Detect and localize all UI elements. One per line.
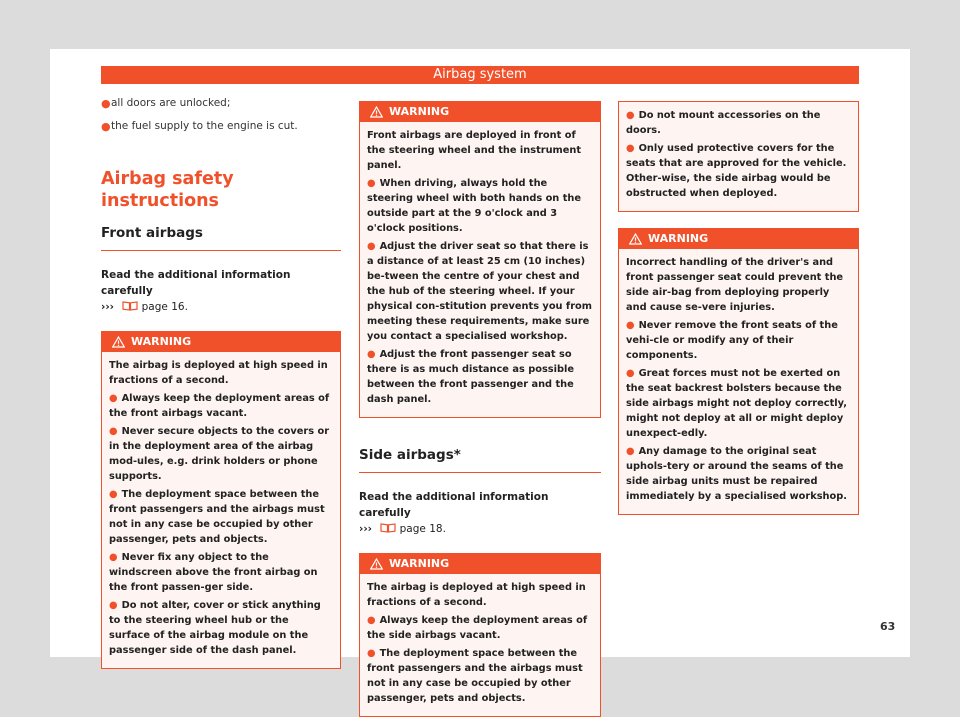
ref-arrows: ››› [359, 523, 372, 535]
warning-header: WARNING [360, 554, 600, 574]
read-more-note: Read the additional information carefully ››› page 18. [359, 491, 549, 535]
warning-box [359, 553, 601, 717]
column-1 [101, 96, 341, 669]
warning-item: ● The deployment space between the front passengers and the airbags must not in any case be occupied by other passenger, pets and objects. [109, 489, 325, 545]
warning-item: ● Great forces must not be exerted on the seat backrest bolsters because the side airbags might not deploy correctly, might not deploy at all or might deploy unexpect-edly. [626, 368, 847, 439]
warning-intro: The airbag is deployed at high speed in fractions of a second. [109, 360, 328, 386]
warning-body [360, 574, 600, 716]
warning-body [360, 122, 600, 417]
warning-box [618, 228, 859, 515]
column-3 [618, 101, 859, 515]
warning-item: ● Adjust the front passenger seat so there is as much distance as possible between the front passenger and the dash panel. [367, 349, 574, 405]
warning-intro: Front airbags are deployed in front of the steering wheel and the instrument panel. [367, 130, 582, 171]
bullet-dot: ● [101, 97, 111, 110]
warning-body [102, 352, 340, 668]
page-number: 63 [880, 620, 896, 633]
warning-item: ● Never fix any object to the windscreen above the front airbag on the front passen-ger side. [109, 552, 318, 593]
warning-intro: Incorrect handling of the driver's and front passenger seat could prevent the side air-bag from deploying properly and cause se-vere injuries. [626, 257, 844, 313]
section-title: Airbag safety instructions [101, 169, 234, 211]
chapter-header: Airbag system [101, 66, 859, 84]
warning-header: WARNING [619, 229, 858, 249]
warning-box [359, 101, 601, 418]
list-item: ● all doors are unlocked; [101, 97, 231, 110]
page-ref-link[interactable]: page 16. [141, 301, 188, 313]
warning-item: ● Only used protective covers for the seats that are approved for the vehicle. Other-wise, the side airbag would be obstructed when deployed. [626, 143, 847, 199]
warning-triangle-icon [370, 106, 383, 118]
ref-arrows: ››› [101, 301, 114, 313]
warning-triangle-icon [629, 233, 642, 245]
warning-item: ● Do not alter, cover or stick anything to the steering wheel hub or the surface of the airbag module on the passenger side of the dash panel. [109, 600, 321, 656]
book-icon [380, 522, 396, 533]
warning-item: ● Any damage to the original seat uphols-tery or around the seams of the side airbag units must be repaired immediately by a specialised workshop. [626, 446, 847, 502]
warning-triangle-icon [112, 336, 125, 348]
read-more-note: Read the additional information carefully ››› page 16. [101, 269, 291, 313]
list-item: ● the fuel supply to the engine is cut. [101, 120, 298, 133]
warning-header: WARNING [102, 332, 340, 352]
warning-intro: The airbag is deployed at high speed in fractions of a second. [367, 582, 586, 608]
page-ref-link[interactable]: page 18. [399, 523, 446, 535]
sub-title-front-airbags: Front airbags [101, 224, 341, 251]
book-icon [122, 300, 138, 311]
warning-item: ● Never secure objects to the covers or in the deployment area of the airbag mod-ules, e.g. drink holders or phone supports. [109, 426, 330, 482]
bullet-dot: ● [101, 120, 111, 133]
warning-body [619, 102, 858, 211]
warning-item: ● When driving, always hold the steering wheel with both hands on the outside part at the 9 o'clock and 3 o'clock positions. [367, 178, 581, 234]
warning-item: ● The deployment space between the front passengers and the airbags must not in any case be occupied by other passenger, pets and objects. [367, 648, 583, 704]
warning-triangle-icon [370, 558, 383, 570]
warning-body [619, 249, 858, 514]
warning-box [101, 331, 341, 669]
warning-item: ● Always keep the deployment areas of the front airbags vacant. [109, 393, 330, 419]
warning-header: WARNING [360, 102, 600, 122]
warning-item: ● Do not mount accessories on the doors. [626, 110, 821, 136]
warning-item: ● Adjust the driver seat so that there is a distance of at least 25 cm (10 inches) be-tween the centre of your chest and the hub of the steering wheel. If your physical con-stitution prevents you from meeting these requirements, make sure you contact a specialised workshop. [367, 241, 592, 342]
column-2 [359, 101, 601, 717]
warning-item: ● Never remove the front seats of the vehi-cle or modify any of their components. [626, 320, 838, 361]
sub-title-side-airbags: Side airbags* [359, 446, 601, 473]
warning-continuation-box [618, 101, 859, 212]
warning-item: ● Always keep the deployment areas of the side airbags vacant. [367, 615, 588, 641]
